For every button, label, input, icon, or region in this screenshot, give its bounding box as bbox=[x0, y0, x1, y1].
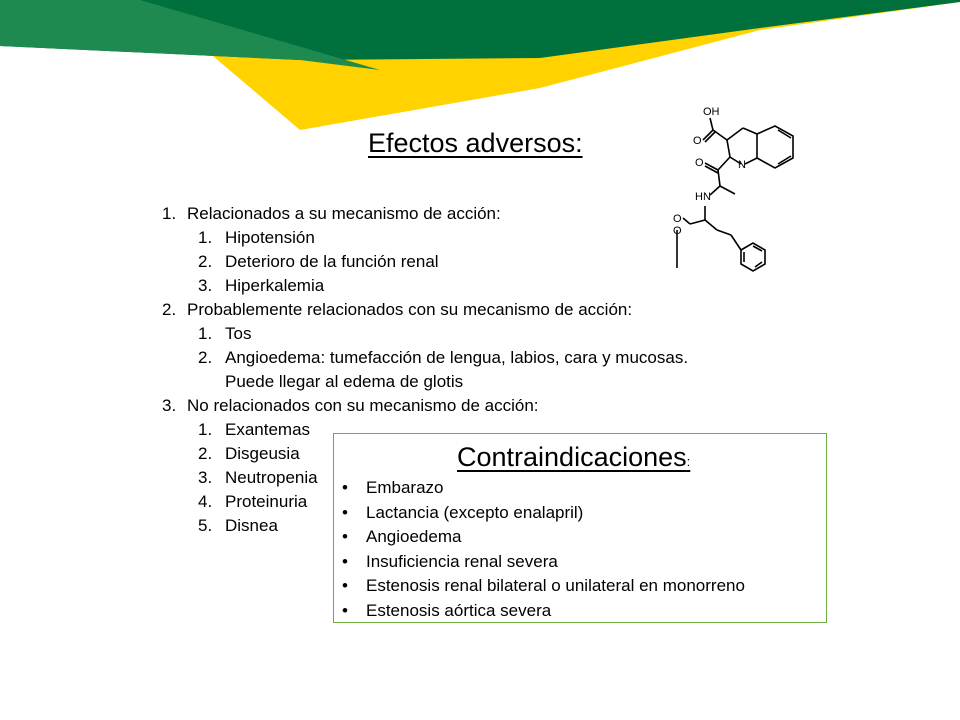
sub-item-text: Disgeusia bbox=[225, 444, 300, 463]
sub-item-text: Deterioro de la función renal bbox=[225, 252, 439, 271]
sub-item-number: 1. bbox=[198, 420, 213, 439]
contraindication-text: Estenosis aórtica severa bbox=[366, 600, 552, 620]
item-number: 3. bbox=[162, 396, 177, 415]
sub-item-text: Neutropenia bbox=[225, 468, 318, 487]
chemical-structure bbox=[665, 100, 805, 275]
molecule-o1: O bbox=[693, 135, 702, 147]
sub-item-text: Disnea bbox=[225, 516, 278, 535]
item-text: Relacionados a su mecanismo de acción: bbox=[187, 204, 501, 223]
bullet: • bbox=[342, 576, 348, 595]
contraindications-title-text: Contraindicaciones bbox=[457, 442, 687, 472]
contraindication-text: Angioedema bbox=[366, 527, 462, 546]
item-text: No relacionados con su mecanismo de acción: bbox=[187, 396, 539, 415]
sub-item-number: 3. bbox=[198, 468, 213, 487]
sub-item-number: 4. bbox=[198, 492, 213, 511]
sub-item-text: Angioedema: tumefacción de lengua, labios, cara y mucosas. bbox=[225, 348, 689, 367]
molecule-o4: O bbox=[673, 225, 682, 237]
sub-item-number: 5. bbox=[198, 516, 213, 535]
bullet: • bbox=[342, 551, 348, 571]
header-banner bbox=[0, 0, 960, 140]
molecule-n: N bbox=[738, 159, 746, 171]
bullet: • bbox=[342, 527, 348, 546]
contraindication-text: Lactancia (excepto enalapril) bbox=[366, 502, 584, 522]
contraindication-text: Insuficiencia renal severa bbox=[366, 551, 558, 571]
molecule-o3: O bbox=[673, 213, 682, 225]
sub-item-text: Hiperkalemia bbox=[225, 276, 325, 295]
contraindications-title bbox=[457, 442, 690, 473]
sub-item-number: 3. bbox=[198, 276, 213, 295]
sub-item-text: Proteinuria bbox=[225, 492, 308, 511]
sub-item-number: 2. bbox=[198, 252, 213, 271]
sub-item-number: 2. bbox=[198, 348, 213, 367]
contraindication-text: Estenosis renal bilateral o unilateral en monorreno bbox=[366, 576, 745, 595]
contraindications-title-colon: : bbox=[686, 454, 691, 469]
sub-item-text: Hipotensión bbox=[225, 228, 315, 247]
sub-item-number: 1. bbox=[198, 228, 213, 247]
bullet: • bbox=[342, 600, 348, 620]
bullet: • bbox=[342, 502, 348, 522]
sub-item-text: Tos bbox=[225, 324, 252, 343]
contraindication-text: Embarazo bbox=[366, 478, 444, 497]
molecule-hn: HN bbox=[695, 191, 711, 203]
molecule-oh: OH bbox=[703, 106, 720, 118]
sub-item-text: Exantemas bbox=[225, 420, 311, 439]
sub-item-number: 1. bbox=[198, 324, 213, 343]
sub-item-number: 2. bbox=[198, 444, 213, 463]
page-title: Efectos adversos: bbox=[368, 128, 583, 158]
molecule-o2: O bbox=[695, 157, 704, 169]
item-number: 1. bbox=[162, 204, 177, 223]
item-text: Probablemente relacionados con su mecanismo de acción: bbox=[187, 300, 633, 319]
contraindications-box bbox=[333, 433, 827, 623]
sub-item-continuation-text: Puede llegar al edema de glotis bbox=[225, 372, 464, 391]
bullet: • bbox=[342, 478, 348, 497]
item-number: 2. bbox=[162, 300, 177, 319]
